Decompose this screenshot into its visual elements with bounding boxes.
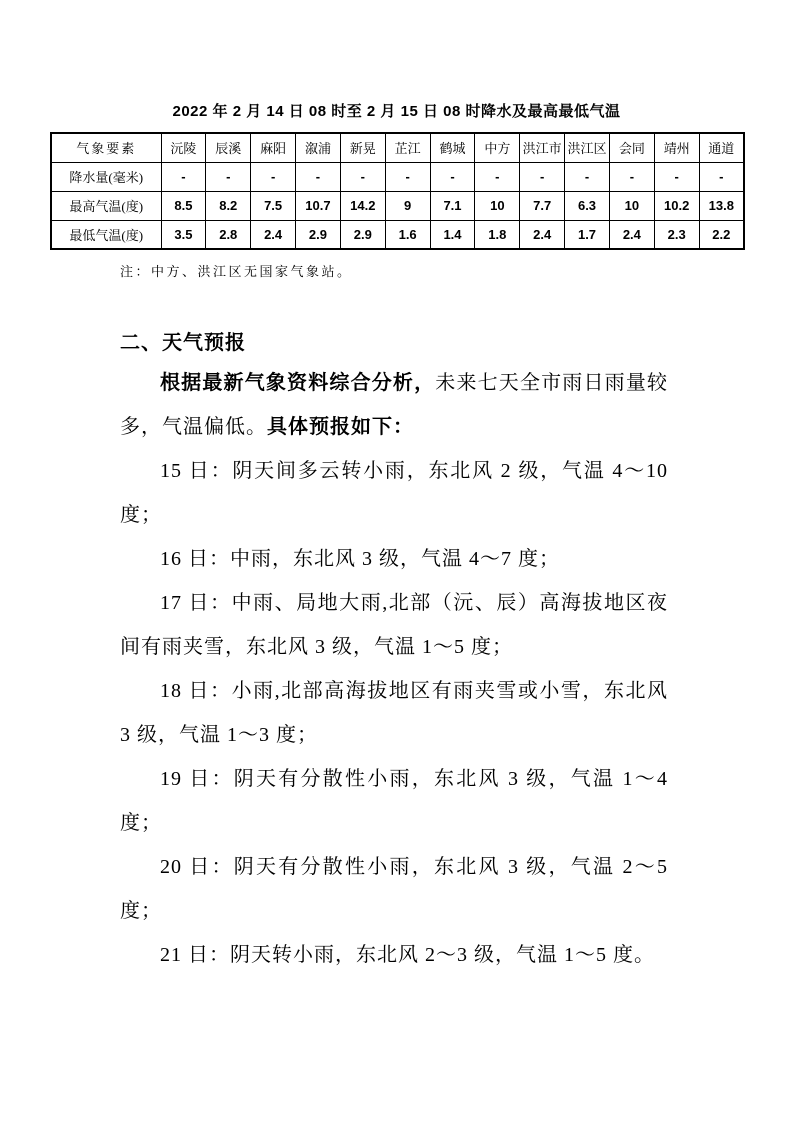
forecast-item-day20: 20 日：阴天有分散性小雨，东北风 3 级，气温 2～5 度；: [120, 856, 668, 922]
value-cell: 1.8: [475, 220, 520, 249]
value-cell: -: [475, 162, 520, 191]
forecast-item-day19: 19 日：阴天有分散性小雨，东北风 3 级，气温 1～4 度；: [120, 768, 668, 834]
header-cell-station: 芷江: [385, 133, 430, 162]
value-cell: 10: [609, 191, 654, 220]
value-cell: 7.7: [520, 191, 565, 220]
value-cell: 1.4: [430, 220, 475, 249]
value-cell: -: [206, 162, 251, 191]
header-cell-station: 辰溪: [206, 133, 251, 162]
forecast-intro: [120, 361, 668, 449]
table-row-min-temp: [51, 220, 744, 249]
value-cell: -: [161, 162, 206, 191]
value-cell: 2.2: [699, 220, 744, 249]
value-cell: -: [385, 162, 430, 191]
value-cell: -: [251, 162, 296, 191]
row-label-cell: 最低气温(度): [51, 220, 161, 249]
forecast-item-day15: 15 日：阴天间多云转小雨，东北风 2 级，气温 4～10 度；: [120, 460, 668, 526]
value-cell: -: [609, 162, 654, 191]
table-title: 2022 年 2 月 14 日 08 时至 2 月 15 日 08 时降水及最高最低气温: [172, 103, 621, 120]
table-row-precipitation: [51, 162, 744, 191]
value-cell: 2.9: [296, 220, 341, 249]
value-cell: -: [520, 162, 565, 191]
value-cell: -: [430, 162, 475, 191]
value-cell: 3.5: [161, 220, 206, 249]
value-cell: 1.6: [385, 220, 430, 249]
value-cell: 8.2: [206, 191, 251, 220]
value-cell: 2.8: [206, 220, 251, 249]
value-cell: -: [699, 162, 744, 191]
header-cell-station: 会同: [609, 133, 654, 162]
value-cell: 13.8: [699, 191, 744, 220]
header-cell-station: 靖州: [654, 133, 699, 162]
forecast-body: [120, 361, 668, 977]
header-cell-station: 溆浦: [296, 133, 341, 162]
table-header-row: [51, 133, 744, 162]
row-label-cell: 降水量(毫米): [51, 162, 161, 191]
value-cell: 8.5: [161, 191, 206, 220]
value-cell: 2.4: [609, 220, 654, 249]
value-cell: 10.2: [654, 191, 699, 220]
intro-tail-bold: 具体预报如下：: [267, 416, 414, 438]
section-heading: 二、天气预报: [120, 332, 246, 354]
header-cell-station: 沅陵: [161, 133, 206, 162]
intro-normal-text: 未来七天全市雨日雨量较多，气温偏低。: [120, 372, 669, 438]
value-cell: 2.3: [654, 220, 699, 249]
value-cell: 14.2: [340, 191, 385, 220]
value-cell: -: [340, 162, 385, 191]
header-cell-station: 新晃: [340, 133, 385, 162]
header-cell-station: 麻阳: [251, 133, 296, 162]
value-cell: 1.7: [565, 220, 610, 249]
value-cell: 9: [385, 191, 430, 220]
forecast-item-day18: 18 日：小雨,北部高海拔地区有雨夹雪或小雪，东北风 3 级，气温 1～3 度；: [120, 680, 668, 746]
value-cell: -: [296, 162, 341, 191]
forecast-item-day16: 16 日：中雨，东北风 3 级，气温 4～7 度；: [160, 548, 560, 570]
value-cell: 7.1: [430, 191, 475, 220]
value-cell: 2.4: [520, 220, 565, 249]
header-cell-station: 洪江区: [565, 133, 610, 162]
value-cell: 10: [475, 191, 520, 220]
forecast-item-day17: 17 日：中雨、局地大雨,北部（沅、辰）高海拔地区夜间有雨夹雪，东北风 3 级，气温 1～5 度；: [120, 592, 668, 658]
forecast-item-day21: 21 日：阴天转小雨，东北风 2～3 级，气温 1～5 度。: [160, 944, 655, 966]
header-cell-station: 洪江市: [520, 133, 565, 162]
header-cell-station: 鹤城: [430, 133, 475, 162]
value-cell: 2.4: [251, 220, 296, 249]
header-cell-feature: 气象要素: [51, 133, 161, 162]
table-row-max-temp: [51, 191, 744, 220]
header-cell-station: 通道: [699, 133, 744, 162]
header-cell-station: 中方: [475, 133, 520, 162]
value-cell: 7.5: [251, 191, 296, 220]
value-cell: 2.9: [340, 220, 385, 249]
table-note: 注：中方、洪江区无国家气象站。: [120, 264, 353, 279]
value-cell: -: [565, 162, 610, 191]
value-cell: 10.7: [296, 191, 341, 220]
value-cell: 6.3: [565, 191, 610, 220]
value-cell: -: [654, 162, 699, 191]
weather-table: [50, 132, 745, 250]
row-label-cell: 最高气温(度): [51, 191, 161, 220]
intro-lead-bold: 根据最新气象资料综合分析，: [160, 372, 436, 394]
